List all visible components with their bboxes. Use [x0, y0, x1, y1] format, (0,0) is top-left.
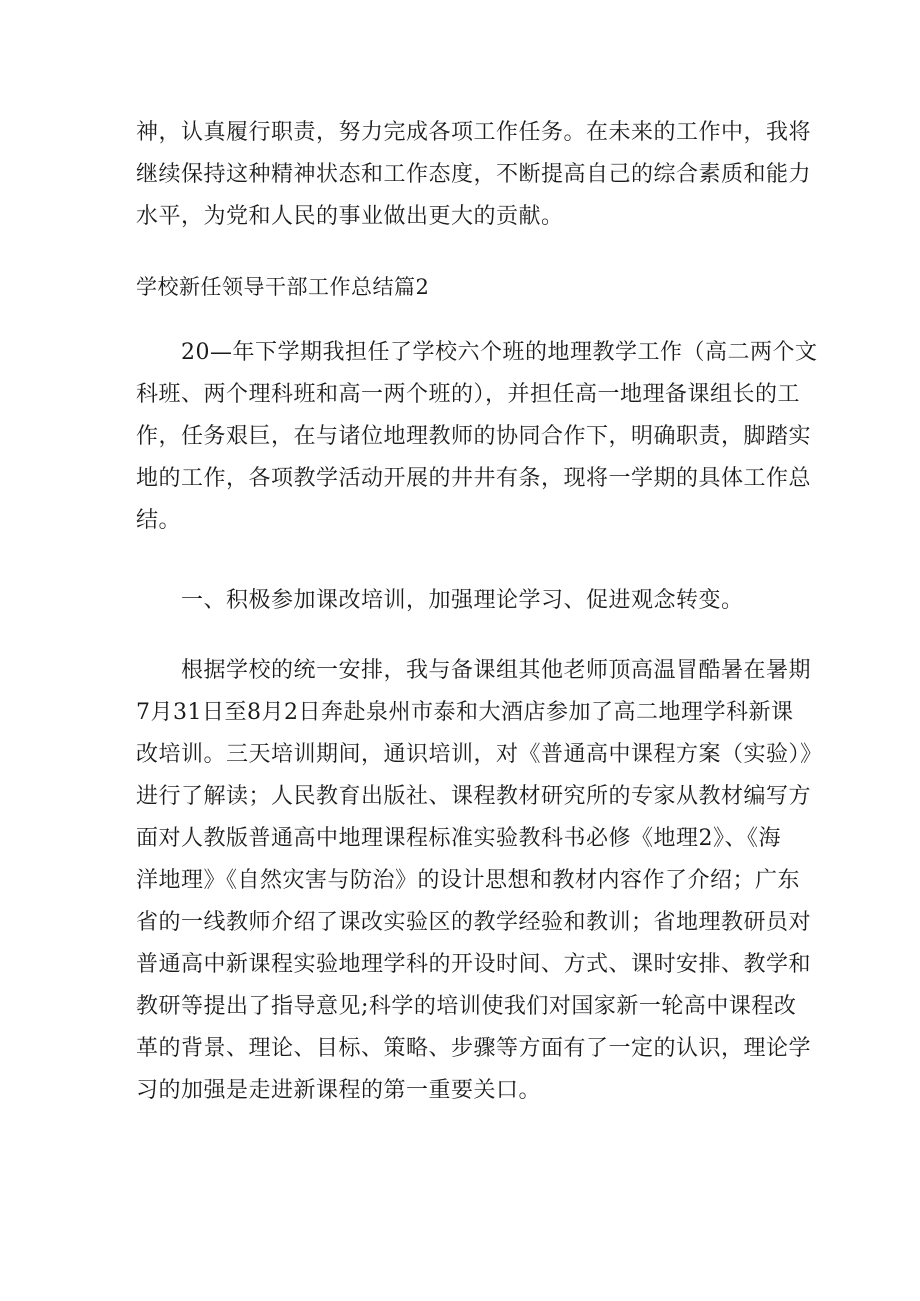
paragraph-training	[136, 650, 823, 1112]
paragraph-line: 继续保持这种精神状态和工作态度，不断提高自己的综合素质和能力	[136, 162, 812, 187]
subsection-title-text: 一、积极参加课改培训，加强理论学习、促进观念转变。	[136, 588, 744, 613]
paragraph-line: 教研等提出了指导意见;科学的培训使我们对国家新一轮高中课程改	[136, 994, 797, 1019]
paragraph-line: 根据学校的统一安排，我与备课组其他老师顶高温冒酷暑在暑期	[136, 658, 812, 683]
paragraph-line: 面对人教版普通高中地理课程标准实验教科书必修《地理2》、《海	[136, 826, 781, 851]
heading-text: 学校新任领导干部工作总结篇2	[136, 275, 430, 299]
paragraph-line: 省的一线教师介绍了课改实验区的教学经验和教训；省地理教研员对	[136, 910, 812, 935]
paragraph-line: 习的加强是走进新课程的第一重要关口。	[136, 1078, 542, 1103]
paragraph-line: 洋地理》《自然灾害与防治》的设计思想和教材内容作了介绍；广东	[136, 868, 801, 893]
paragraph-line: 改培训。三天培训期间，通识培训，对《普通高中课程方案（实验）》	[136, 742, 823, 767]
paragraph-line: 作，任务艰巨，在与诸位地理教师的协同合作下，明确职责，脚踏实	[136, 424, 812, 449]
paragraph-closing	[136, 112, 812, 238]
paragraph-line: 结。	[136, 508, 182, 533]
paragraph-line: 水平，为党和人民的事业做出更大的贡献。	[136, 204, 564, 229]
paragraph-line: 20—年下学期我担任了学校六个班的地理教学工作（高二两个文	[136, 340, 818, 365]
paragraph-intro	[136, 332, 818, 542]
paragraph-line: 普通高中新课程实验地理学科的开设时间、方式、课时安排、教学和	[136, 952, 812, 977]
paragraph-line: 科班、两个理科班和高一两个班的），并担任高一地理备课组长的工	[136, 382, 801, 407]
section-heading	[136, 266, 796, 308]
paragraph-line: 7月31日至8月2日奔赴泉州市泰和大酒店参加了高二地理学科新课	[136, 700, 794, 725]
subsection-title	[136, 580, 796, 622]
paragraph-line: 地的工作，各项教学活动开展的井井有条，现将一学期的具体工作总	[136, 466, 812, 491]
paragraph-line: 革的背景、理论、目标、策略、步骤等方面有了一定的认识，理论学	[136, 1036, 812, 1061]
paragraph-line: 进行了解读；人民教育出版社、课程教材研究所的专家从教材编写方	[136, 784, 812, 809]
paragraph-line: 神，认真履行职责，努力完成各项工作任务。在未来的工作中，我将	[136, 120, 812, 145]
